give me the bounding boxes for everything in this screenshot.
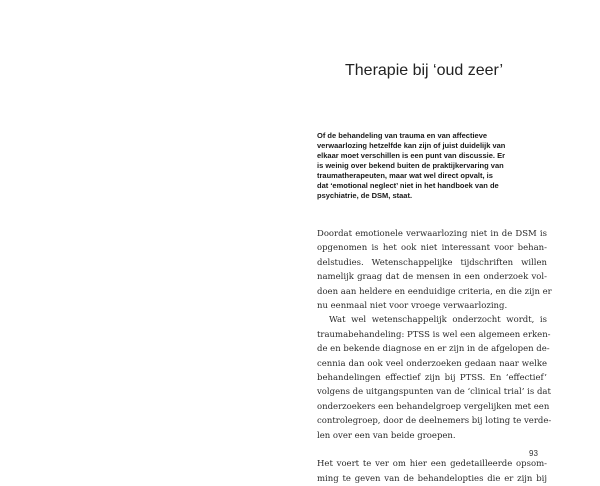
- page-number: 93: [529, 449, 538, 458]
- text-line: nu eenmaal niet voor vroege verwaarlozing.: [317, 301, 508, 312]
- body-paragraph-3: [317, 457, 547, 486]
- intro-line: verwaarlozing hetzelfde kan zijn of juist duidelijk van: [317, 141, 506, 150]
- text-line: volgens de uitgangspunten van de ‘clinical trial’ is dat: [317, 387, 551, 398]
- paragraph-gap: [317, 443, 547, 457]
- text-line: onderzoekers een behandelgroep vergelijken met een: [317, 401, 550, 412]
- chapter-title: Therapie bij ‘oud zeer’: [345, 62, 504, 79]
- intro-line: elkaar moet verschillen is een punt van discussie. Er: [317, 151, 505, 160]
- body-paragraph-2: [317, 313, 552, 443]
- intro-line: Of de behandeling van trauma en van affectieve: [317, 131, 488, 140]
- intro-line: is weinig over bekend buiten de praktijkervaring van: [317, 161, 504, 170]
- text-line: namelijk graag dat de mensen in een onderzoek vol-: [317, 272, 547, 283]
- intro-line: traumatherapeuten, maar wat wel direct opvalt, is: [317, 171, 493, 180]
- text-line: cennia dan ook veel onderzoeken gedaan naar welke: [317, 358, 547, 369]
- body-paragraph-1: [317, 227, 552, 313]
- intro-line: dat ‘emotional neglect’ niet in het handboek van de: [317, 181, 499, 190]
- body-text: [317, 227, 552, 486]
- text-line: de en bekende diagnose en er zijn in de afgelopen de-: [317, 344, 550, 355]
- text-line: Het voert te ver om hier een gedetailleerde opsom-: [317, 459, 547, 470]
- intro-paragraph: [317, 131, 557, 201]
- text-line: ming te geven van de behandelopties die er zijn bij: [317, 473, 547, 484]
- text-line: opgenomen is het ook niet interessant voor behan-: [317, 243, 547, 254]
- text-line: doen aan heldere en eenduidige criteria, en die zijn er: [317, 286, 552, 297]
- text-line: traumabehandeling: PTSS is wel een algemeen erken-: [317, 329, 551, 340]
- text-line: len over een van beide groepen.: [317, 430, 456, 441]
- intro-line: psychiatrie, de DSM, staat.: [317, 191, 413, 200]
- text-line: behandelingen effectief zijn bij PTSS. En ‘effectief’: [317, 373, 547, 384]
- text-line: Doordat emotionele verwaarlozing niet in de DSM is: [317, 229, 547, 239]
- text-line: controlegroep, door de deelnemers bij loting te verde-: [317, 416, 552, 427]
- text-line: Wat wel wetenschappelijk onderzocht wordt, is: [329, 315, 547, 326]
- text-line: delstudies. Wetenschappelijke tijdschriften willen: [317, 257, 547, 268]
